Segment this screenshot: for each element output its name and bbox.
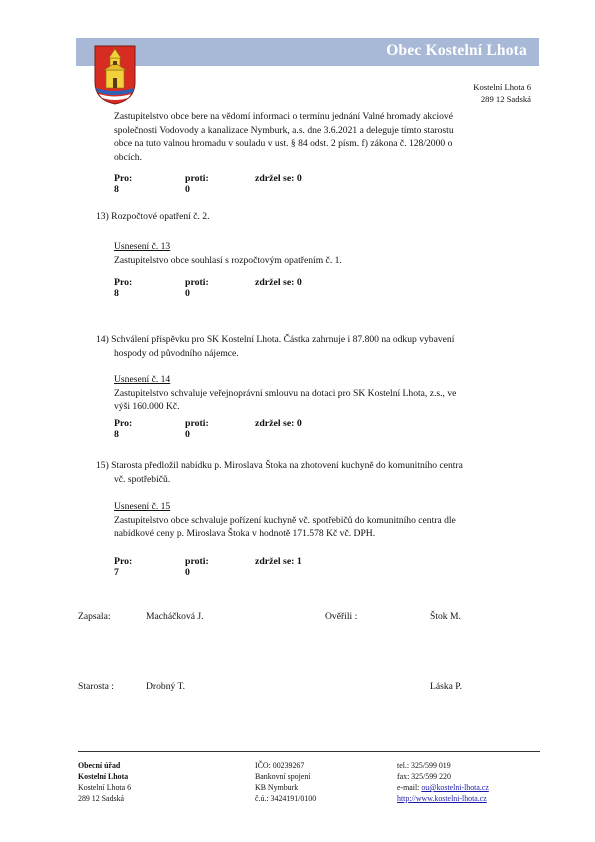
text-line: společnosti Vodovody a kanalizace Nymburk, a.s. dne 3.6.2021 a deleguje tímto starostu — [114, 124, 454, 136]
text-line: obcích. — [114, 151, 142, 163]
footer-line: Obecní úřad — [78, 761, 121, 770]
verifier-name: Štok M. — [430, 611, 461, 622]
footer-line: č.ú.: 3424191/0100 — [255, 794, 317, 803]
text-line: vč. spotřebičů. — [114, 473, 171, 485]
vote-pro: Pro: 7 — [114, 556, 133, 578]
footer-phone: tel.: 325/599 019 — [397, 761, 451, 770]
vote-zdrzel: zdržel se: 1 — [255, 556, 302, 567]
footer-line: KB Nymburk — [255, 783, 299, 792]
resolution-title: Usnesení č. 14 — [114, 374, 171, 385]
footer-bank — [255, 760, 316, 804]
text-line: 13) Rozpočtové opatření č. 2. — [96, 211, 210, 222]
vote-zdrzel: zdržel se: 0 — [255, 418, 302, 429]
agenda-item-15-heading — [96, 459, 463, 486]
vote-proti: proti: 0 — [185, 418, 209, 440]
recorder-label: Zapsala: — [78, 611, 111, 622]
mayor-label: Starosta : — [78, 681, 114, 692]
vote-proti: proti: 0 — [185, 277, 209, 299]
text-line: Zastupitelstvo schvaluje veřejnoprávní smlouvu na dotaci pro SK Kostelní Lhota, z.s., ve — [114, 387, 457, 399]
agenda-item-13-heading — [96, 210, 210, 224]
resolution-title: Usnesení č. 15 — [114, 501, 171, 512]
footer-line: IČO: 00239267 — [255, 761, 305, 770]
footer-fax: fax: 325/599 220 — [397, 772, 451, 781]
resolution-15 — [114, 500, 456, 541]
vote-proti: proti: 0 — [185, 173, 209, 195]
footer-divider — [78, 751, 540, 752]
footer-line: Bankovní spojení — [255, 772, 311, 781]
address-line-1: Kostelní Lhota 6 — [473, 82, 531, 92]
verifier-name: Láska P. — [430, 681, 462, 692]
header-bar — [76, 38, 539, 66]
footer-email-line — [397, 782, 489, 793]
footer-line: 289 12 Sadská — [78, 794, 125, 803]
coat-of-arms-icon — [92, 44, 138, 106]
text-line: nabídkové ceny p. Miroslava Štoka v hodnotě 171.578 Kč vč. DPH. — [114, 528, 376, 539]
vote-pro: Pro: 8 — [114, 173, 133, 195]
text-line: Zastupitelstvo obce souhlasí s rozpočtovým opatřením č. 1. — [114, 254, 342, 266]
address-line-2: 289 12 Sadská — [480, 94, 531, 104]
text-line: Zastupitelstvo obce schvaluje pořízení kuchyně vč. spotřebičů do komunitního centra dle — [114, 514, 456, 526]
recorder-name: Macháčková J. — [146, 611, 204, 622]
address-block — [473, 81, 531, 105]
text-line: hospody od původního nájemce. — [114, 347, 239, 359]
footer-line: Kostelní Lhota 6 — [78, 783, 132, 792]
resolution-13 — [114, 240, 342, 267]
text-line: obce na tuto valnou hromadu v souladu v ust. § 84 odst. 2 písm. f) zákona č. 128/2000 o — [114, 138, 453, 149]
email-link[interactable]: ou@kostelni-lhota.cz — [421, 783, 489, 792]
vote-zdrzel: zdržel se: 0 — [255, 277, 302, 288]
verifiers-label: Ověřili : — [325, 611, 358, 622]
resolution-14 — [114, 373, 456, 414]
intro-paragraph — [114, 110, 454, 164]
footer-contact — [397, 760, 489, 804]
website-link[interactable]: http://www.kostelni-lhota.cz — [397, 794, 487, 803]
municipality-title: Obec Kostelní Lhota — [386, 42, 527, 59]
text-line: výši 160.000 Kč. — [114, 401, 180, 412]
vote-pro: Pro: 8 — [114, 418, 133, 440]
vote-pro: Pro: 8 — [114, 277, 133, 299]
footer-office — [78, 760, 131, 804]
mayor-name: Drobný T. — [146, 681, 186, 692]
vote-zdrzel: zdržel se: 0 — [255, 173, 302, 184]
vote-proti: proti: 0 — [185, 556, 209, 578]
resolution-title: Usnesení č. 13 — [114, 241, 171, 252]
footer-line: Kostelní Lhota — [78, 772, 129, 781]
text-line: 15) Starosta předložil nabídku p. Miroslava Štoka na zhotovení kuchyně do komunitního centra — [96, 460, 463, 471]
text-line: Zastupitelstvo obce bere na vědomí informaci o termínu jednání Valné hromady akciové — [114, 111, 453, 122]
text-line: 14) Schválení příspěvku pro SK Kostelní Lhota. Částka zahrnuje i 87.800 na odkup vybavení — [96, 334, 455, 345]
agenda-item-14-heading — [96, 333, 454, 360]
email-label: e-mail: — [397, 783, 422, 792]
